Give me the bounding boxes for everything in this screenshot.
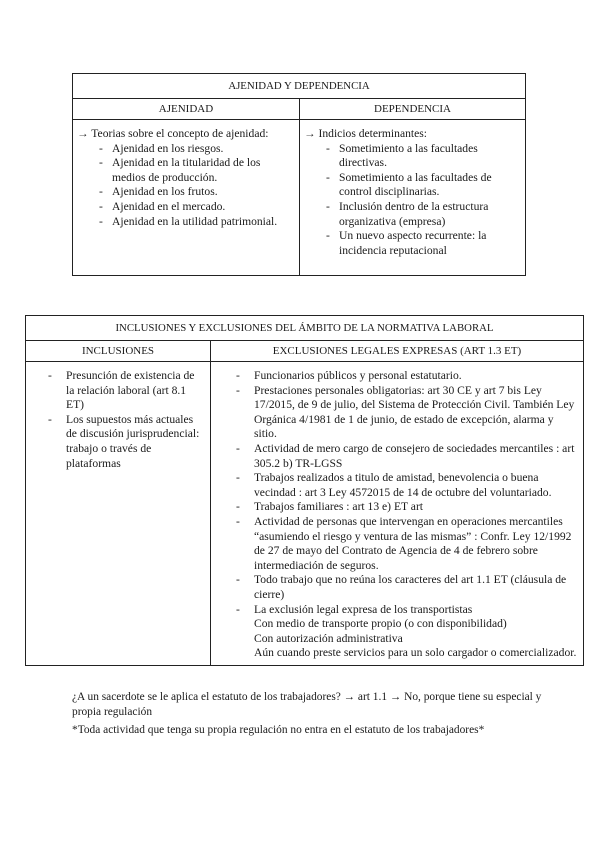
list-item: - Ajenidad en los riesgos. bbox=[77, 142, 295, 157]
list-item: - Inclusión dentro de la estructura organizativa (empresa) bbox=[304, 200, 521, 229]
list-item: - Trabajos realizados a titulo de amistad, benevolencia o buena vecindad : art 3 Ley 4572015 de 14 de octubre del voluntariado. bbox=[233, 471, 577, 500]
table2-title: INCLUSIONES Y EXCLUSIONES DEL ÁMBITO DE LA NORMATIVA LABORAL bbox=[26, 316, 584, 341]
table2-col-inclusiones: INCLUSIONES bbox=[26, 341, 211, 362]
list-item: - Trabajos familiares : art 13 e) ET art bbox=[233, 500, 577, 515]
exclusiones-list bbox=[233, 369, 577, 661]
exclusiones-cell bbox=[211, 362, 584, 666]
list-item: - Sometimiento a las facultades de control disciplinarias. bbox=[304, 171, 521, 200]
transport-heading: - La exclusión legal expresa de los transportistas bbox=[254, 602, 473, 616]
list-item: - Ajenidad en la titularidad de los medios de producción. bbox=[77, 156, 295, 185]
list-item: - Sometimiento a las facultades directivas. bbox=[304, 142, 521, 171]
dependencia-list bbox=[304, 142, 521, 259]
list-item: - Ajenidad en el mercado. bbox=[77, 200, 295, 215]
list-item: - Funcionarios públicos y personal estatutario. bbox=[233, 369, 577, 384]
table1-title: AJENIDAD Y DEPENDENCIA bbox=[73, 74, 526, 99]
regulation-remark: *Toda actividad que tenga su propia regulación no entra en el estatuto de los trabajadores* bbox=[72, 723, 485, 736]
list-item: - Actividad de mero cargo de consejero de sociedades mercantiles : art 305.2 b) TR-LGSS bbox=[233, 442, 577, 471]
list-item: - Actividad de personas que intervengan en operaciones mercantiles “asumiendo el riesgo y ventura de las mismas” : Confr. Ley 12/1992 de 27 de mayo del Contrato de Agencia de 4 de febrero sobre intermediación de seguros. bbox=[233, 515, 577, 573]
list-item bbox=[233, 603, 577, 661]
ajenidad-dependencia-table bbox=[72, 73, 526, 276]
table1-col-ajenidad: AJENIDAD bbox=[73, 99, 300, 120]
list-item: - Presunción de existencia de la relación laboral (art 8.1 ET) bbox=[44, 369, 202, 413]
transport-line: Aún cuando preste servicios para un solo cargador o comercializador. bbox=[254, 646, 577, 660]
notes bbox=[72, 690, 542, 740]
list-item: - Todo trabajo que no reúna los caracteres del art 1.1 ET (cláusula de cierre) bbox=[233, 573, 577, 602]
list-item: - Prestaciones personales obligatorias: art 30 CE y art 7 bis Ley 17/2015, de 9 de julio, del Sistema de Protección Civil. También Ley Orgánica 4/1981 de 1 de junio, de estado de excepción, alarma y sitio. bbox=[233, 384, 577, 442]
table1-col-dependencia: DEPENDENCIA bbox=[300, 99, 526, 120]
list-item: - Ajenidad en los frutos. bbox=[77, 185, 295, 200]
list-item: - Los supuestos más actuales de discusión jurisprudencial: trabajo o través de plataformas bbox=[44, 413, 202, 471]
ajenidad-cell bbox=[73, 120, 300, 276]
transport-line: Con medio de transporte propio (o con disponibilidad) bbox=[254, 617, 507, 631]
ajenidad-intro: → Teorias sobre el concepto de ajenidad: bbox=[77, 127, 269, 140]
list-item: - Un nuevo aspecto recurrente: la incidencia reputacional bbox=[304, 229, 521, 258]
inclusiones-cell bbox=[26, 362, 211, 666]
dependencia-intro: → Indicios determinantes: bbox=[304, 127, 427, 140]
table2-col-exclusiones: EXCLUSIONES LEGALES EXPRESAS (ART 1.3 ET) bbox=[211, 341, 584, 362]
dependencia-cell bbox=[300, 120, 526, 276]
ajenidad-list bbox=[77, 142, 295, 230]
sacerdote-question: ¿A un sacerdote se le aplica el estatuto de los trabajadores? → art 1.1 → No, porque tiene su especial y propia regulación bbox=[72, 691, 542, 718]
inclusiones-exclusiones-table bbox=[25, 315, 584, 666]
inclusiones-list bbox=[44, 369, 202, 471]
list-item: - Ajenidad en la utilidad patrimonial. bbox=[77, 215, 295, 230]
transport-line: Con autorización administrativa bbox=[254, 631, 403, 645]
